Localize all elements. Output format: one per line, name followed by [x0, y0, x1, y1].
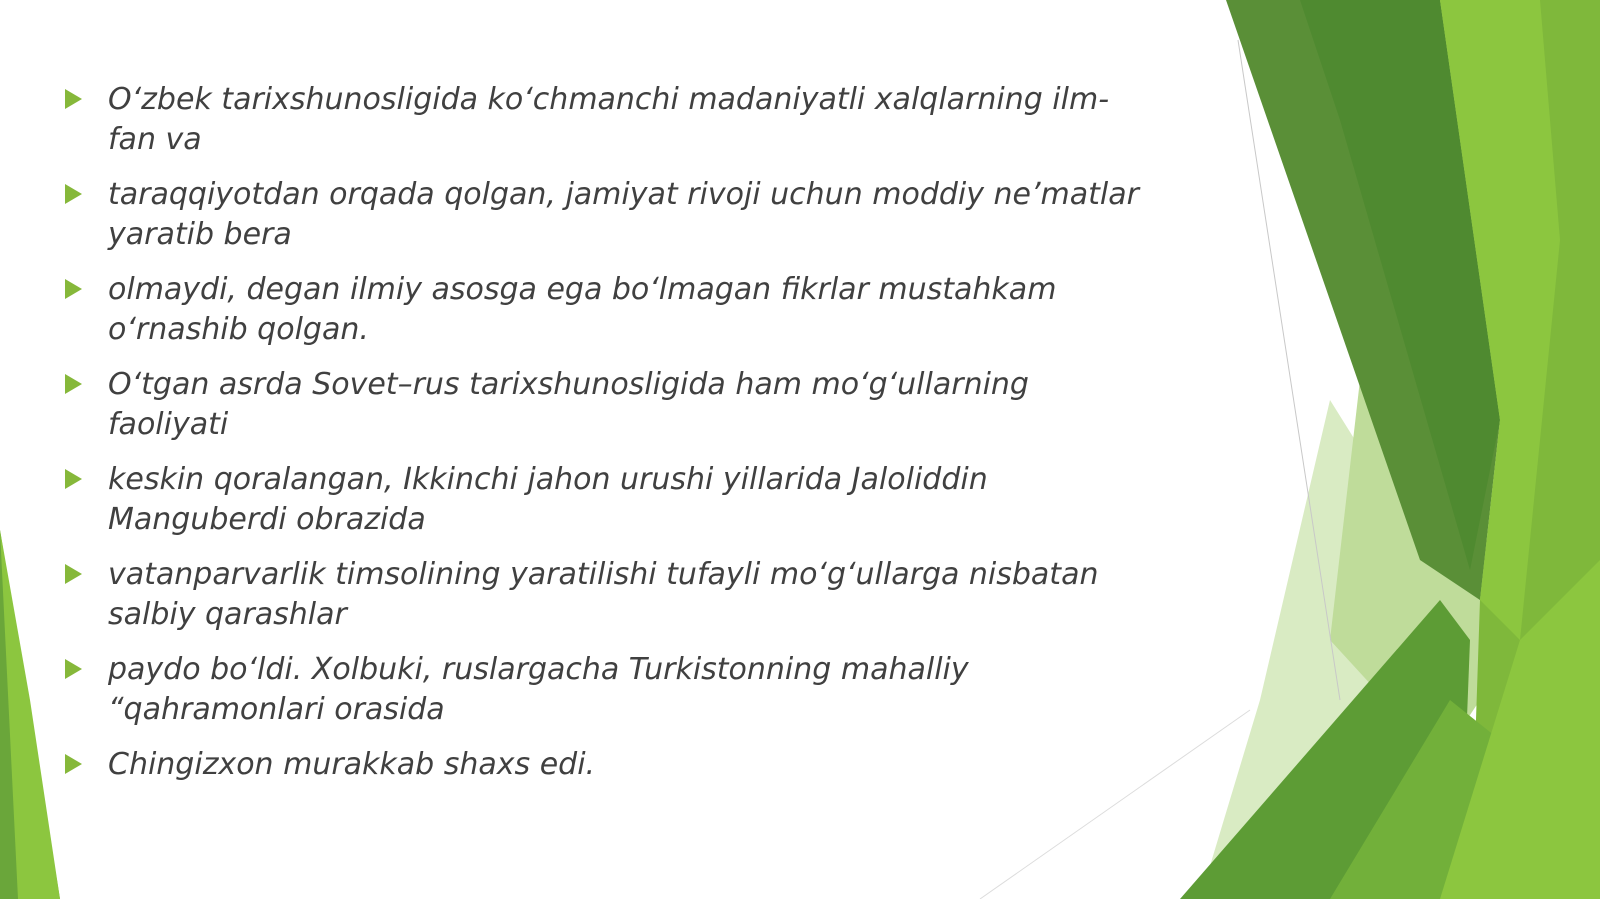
triangle-right-icon	[65, 754, 82, 774]
triangle-right-icon	[65, 659, 82, 679]
bullet-item	[62, 270, 1152, 350]
bullet-item	[62, 460, 1152, 540]
bullet-item	[62, 745, 1152, 785]
bullet-text: Chingizxon murakkab shaxs edi.	[108, 747, 596, 782]
triangle-right-icon	[65, 564, 82, 584]
bullet-text: keskin qoralangan, Ikkinchi jahon urushi yillarida Jaloliddin Manguberdi obrazida	[108, 462, 988, 537]
triangle-right-icon	[65, 184, 82, 204]
bullet-item	[62, 555, 1152, 635]
bullet-text: O‘zbek tarixshunosligida ko‘chmanchi madaniyatli xalqlarning ilm-fan va	[108, 82, 1110, 157]
bullet-item	[62, 80, 1152, 160]
triangle-right-icon	[65, 89, 82, 109]
bullet-list	[62, 80, 1152, 800]
bullet-item	[62, 365, 1152, 445]
bullet-text: vatanparvarlik timsolining yaratilishi tufayli mo‘g‘ullarga nisbatan salbiy qarashlar	[108, 557, 1099, 632]
triangle-right-icon	[65, 374, 82, 394]
bullet-text: O‘tgan asrda Sovet–rus tarixshunosligida ham mo‘g‘ullarning faoliyati	[108, 367, 1029, 442]
triangle-right-icon	[65, 469, 82, 489]
triangle-right-icon	[65, 279, 82, 299]
bullet-text: olmaydi, degan ilmiy asosga ega bo‘lmagan fikrlar mustahkam o‘rnashib qolgan.	[108, 272, 1057, 347]
bullet-item	[62, 650, 1152, 730]
bullet-text: paydo bo‘ldi. Xolbuki, ruslargacha Turkistonning mahalliy “qahramonlari orasida	[108, 652, 969, 727]
bullet-item	[62, 175, 1152, 255]
bullet-text: taraqqiyotdan orqada qolgan, jamiyat rivoji uchun moddiy ne’matlar yaratib bera	[108, 177, 1139, 252]
